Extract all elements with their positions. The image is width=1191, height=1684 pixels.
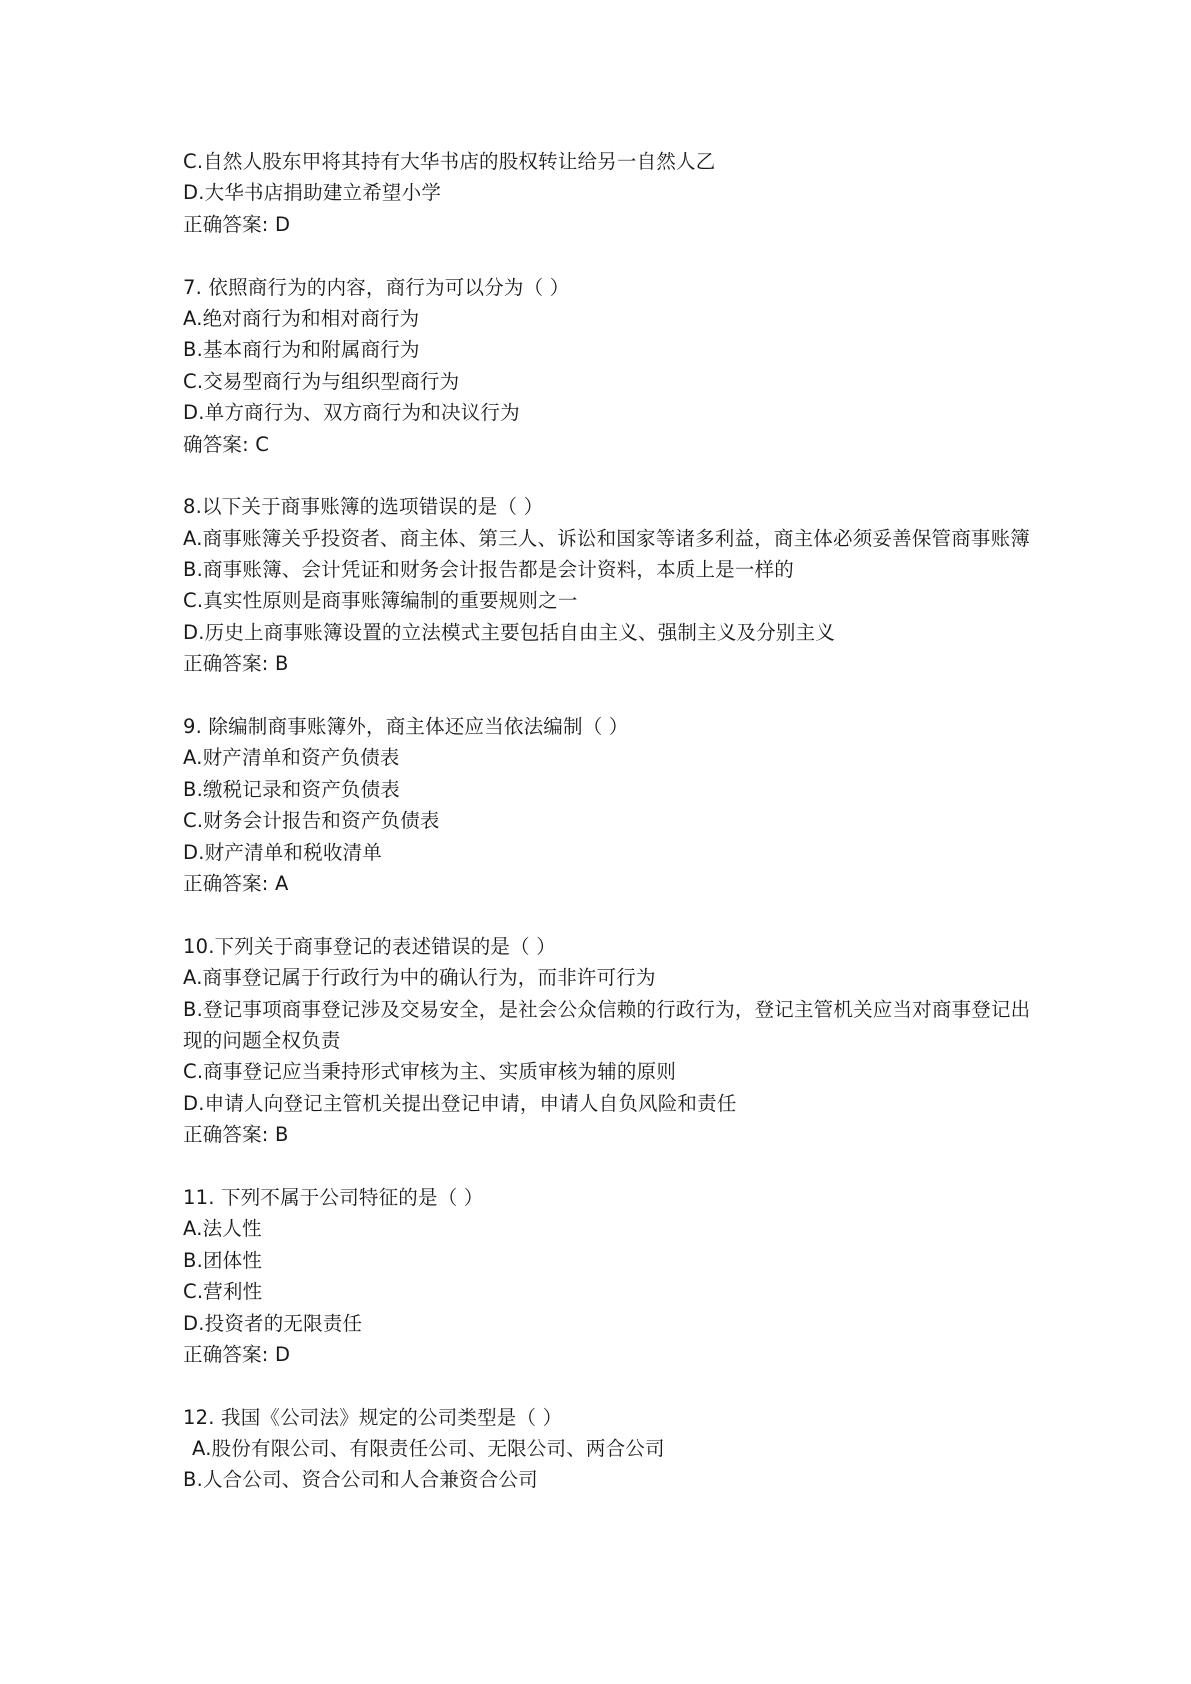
q11-option-a: A.法人性 [183,1217,262,1241]
q7-option-c: C.交易型商行为与组织型商行为 [183,369,460,393]
q8-option-c: C.真实性原则是商事账簿编制的重要规则之一 [183,589,578,613]
spacer [183,460,1033,491]
question-9: 9. 除编制商事账簿外，商主体还应当依法编制（ ） [183,715,629,739]
answer: 正确答案: D [183,212,291,236]
question-12: 12. 我国《公司法》规定的公司类型是（ ） [183,1405,563,1429]
q10-option-a: A.商事登记属于行政行为中的确认行为，而非许可行为 [183,966,656,990]
q10-option-b: B.登记事项商事登记涉及交易安全，是社会公众信赖的行政行为，登记主管机关应当对商事登记出现的问题全权负责 [183,997,1031,1052]
q7-option-a: A.绝对商行为和相对商行为 [183,306,420,330]
q10-answer: 正确答案: B [183,1123,289,1147]
q10-option-c: C.商事登记应当秉持形式审核为主、实质审核为辅的原则 [183,1060,677,1084]
q12-option-b: B.人合公司、资合公司和人合兼资合公司 [183,1468,538,1492]
q11-option-d: D.投资者的无限责任 [183,1311,363,1335]
q9-option-a: A.财产清单和资产负债表 [183,746,400,770]
option-d: D.大华书店捐助建立希望小学 [183,181,442,205]
q9-option-d: D.财产清单和税收清单 [183,840,382,864]
spacer [183,1370,1033,1401]
q9-answer: 正确答案: A [183,872,289,895]
q8-option-b: B.商事账簿、会计凭证和财务会计报告都是会计资料，本质上是一样的 [183,558,794,582]
q7-answer: 确答案: C [183,432,270,456]
question-7: 7. 依照商行为的内容，商行为可以分为（ ） [183,275,570,299]
page-content [183,146,1033,1496]
q10-option-d: D.申请人向登记主管机关提出登记申请，申请人自负风险和责任 [183,1091,737,1115]
spacer [183,680,1033,711]
question-10: 10.下列关于商事登记的表述错误的是（ ） [183,934,556,958]
spacer [183,240,1033,271]
question-11: 11. 下列不属于公司特征的是（ ） [183,1185,484,1209]
q9-option-b: B.缴税记录和资产负债表 [183,777,400,801]
q9-option-c: C.财务会计报告和资产负债表 [183,809,440,833]
q11-answer: 正确答案: D [183,1342,291,1366]
option-c: C.自然人股东甲将其持有大华书店的股权转让给另一自然人乙 [183,150,716,173]
spacer [183,1151,1033,1182]
q8-option-d: D.历史上商事账簿设置的立法模式主要包括自由主义、强制主义及分别主义 [183,620,836,644]
q8-option-a: A.商事账簿关乎投资者、商主体、第三人、诉讼和国家等诸多利益，商主体必须妥善保管商事账簿 [183,526,1030,550]
question-8: 8.以下关于商事账簿的选项错误的是（ ） [183,495,544,519]
q11-option-b: B.团体性 [183,1248,263,1272]
q7-option-d: D.单方商行为、双方商行为和决议行为 [183,401,520,425]
q7-option-b: B.基本商行为和附属商行为 [183,338,420,362]
q11-option-c: C.营利性 [183,1280,263,1304]
spacer [183,899,1033,930]
q8-answer: 正确答案: B [183,652,289,676]
q12-option-a: A.股份有限公司、有限责任公司、无限公司、两合公司 [192,1437,665,1461]
